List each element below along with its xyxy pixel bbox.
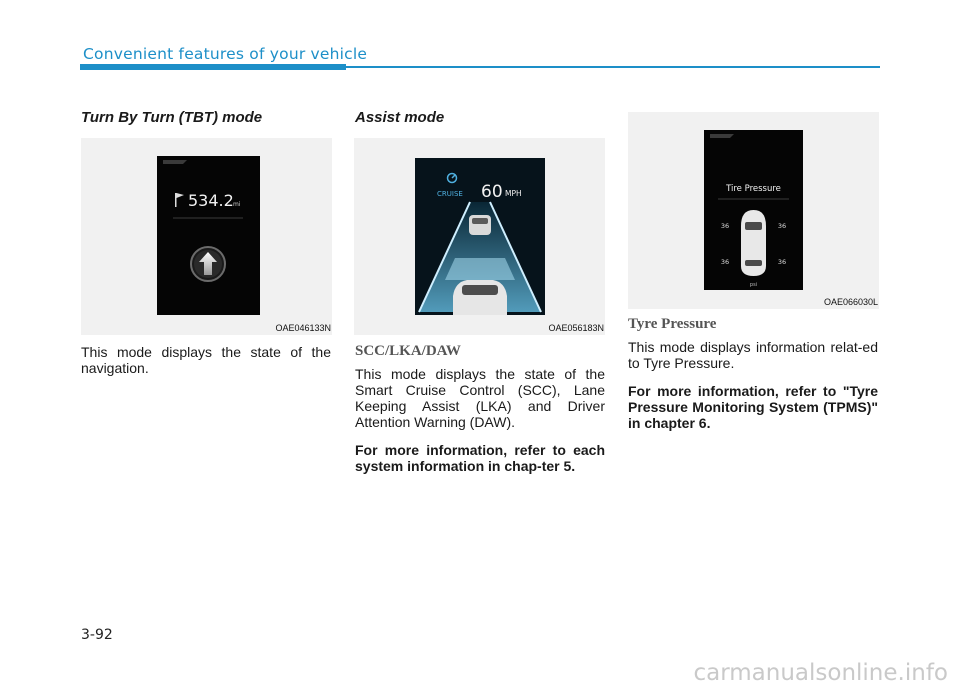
assist-cluster-screen bbox=[415, 158, 545, 315]
assist-description: This mode displays the state of the Smart Cruise Control (SCC), Lane Keeping Assist (LKA) and Driver Attention Warning (DAW). bbox=[355, 366, 605, 430]
lead-vehicle-icon bbox=[469, 215, 491, 235]
page-number: 3-92 bbox=[81, 627, 113, 643]
tyre-cluster-screen bbox=[704, 130, 803, 290]
tyre-figure-code: OAE066030L bbox=[823, 297, 878, 307]
watermark: carmanualsonline.info bbox=[693, 660, 948, 686]
tbt-screen-graphic bbox=[157, 156, 260, 315]
assist-figure bbox=[354, 138, 605, 335]
tyre-front-left: 36 bbox=[720, 222, 730, 230]
header-rule-thin bbox=[346, 66, 880, 68]
tyre-description: This mode displays information relat-ed to Tyre Pressure. bbox=[628, 339, 878, 371]
tyre-text-block bbox=[628, 316, 878, 443]
tyre-pressure-heading: Tyre Pressure bbox=[628, 316, 717, 332]
tyre-screen-graphic bbox=[704, 130, 803, 290]
tbt-distance: 534.2 bbox=[188, 191, 234, 210]
tyre-screen-title: Tire Pressure bbox=[726, 184, 781, 194]
tbt-text-block bbox=[81, 344, 331, 388]
tyre-rear-left: 36 bbox=[720, 258, 730, 266]
turn-arrow-icon bbox=[191, 247, 225, 281]
tbt-description: This mode displays the state of the navigation. bbox=[81, 344, 331, 376]
tbt-figure-code: OAE046133N bbox=[275, 323, 331, 333]
assist-text-block bbox=[355, 343, 605, 486]
flag-icon bbox=[175, 193, 184, 207]
set-speed: 60 bbox=[481, 182, 503, 202]
set-speed-unit: MPH bbox=[505, 189, 522, 198]
tbt-cluster-screen bbox=[157, 156, 260, 315]
tyre-note: For more information, refer to "Tyre Pressure Monitoring System (TPMS)" in chapter 6. bbox=[628, 383, 878, 431]
cruise-label: CRUISE bbox=[437, 190, 463, 198]
tyre-front-right: 36 bbox=[777, 222, 787, 230]
section-header: Convenient features of your vehicle bbox=[83, 45, 368, 63]
car-top-view-icon bbox=[741, 210, 766, 276]
tbt-mode-heading: Turn By Turn (TBT) mode bbox=[81, 109, 263, 126]
tbt-distance-unit: mi bbox=[233, 201, 241, 208]
assist-figure-code: OAE056183N bbox=[548, 323, 604, 333]
assist-screen-graphic bbox=[415, 158, 545, 315]
tyre-figure bbox=[628, 112, 879, 309]
assist-note: For more information, refer to each system information in chap-ter 5. bbox=[355, 442, 605, 474]
tyre-unit: psi bbox=[749, 282, 758, 288]
tbt-figure bbox=[81, 138, 332, 335]
header-rule-thick bbox=[80, 64, 346, 70]
own-vehicle-icon bbox=[453, 280, 507, 315]
tyre-rear-right: 36 bbox=[777, 258, 787, 266]
scc-lka-daw-heading: SCC/LKA/DAW bbox=[355, 343, 461, 359]
assist-mode-heading: Assist mode bbox=[355, 109, 445, 126]
